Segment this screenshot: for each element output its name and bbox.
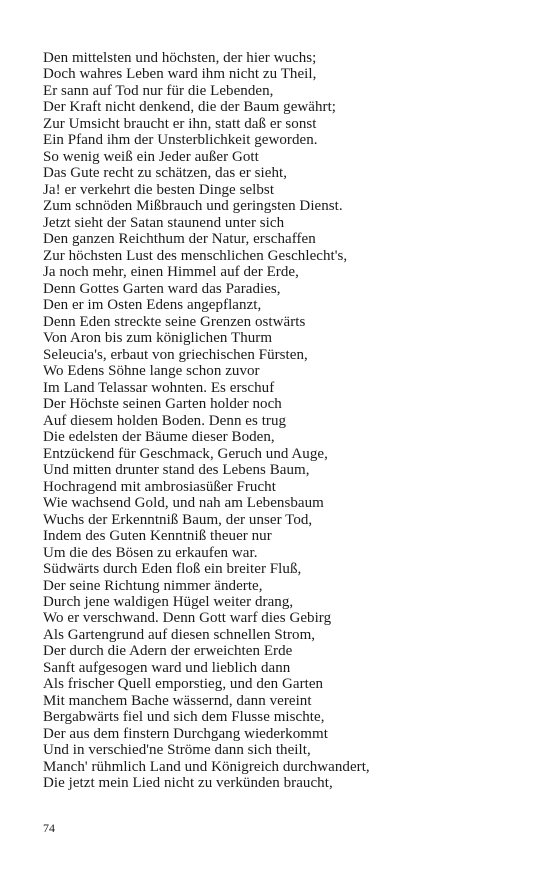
verse-line: Und in verschied'ne Ströme dann sich theilt,	[43, 742, 311, 759]
verse-line: Als Gartengrund auf diesen schnellen Strom,	[43, 626, 316, 643]
verse-line: Auf diesem holden Boden. Denn es trug	[43, 412, 287, 429]
verse-line: Und mitten drunter stand des Lebens Baum,	[43, 462, 310, 479]
verse-line: Von Aron bis zum königlichen Thurm	[43, 330, 273, 347]
verse-line: Zur Umsicht braucht er ihn, statt daß er sonst	[43, 115, 317, 132]
verse-line: Jetzt sieht der Satan staunend unter sich	[43, 214, 285, 231]
verse-line: Durch jene waldigen Hügel weiter drang,	[43, 593, 294, 610]
verse-line: So wenig weiß ein Jeder außer Gott	[43, 148, 259, 165]
verse-line: Manch' rühmlich Land und Königreich durchwandert,	[43, 758, 370, 775]
poem-text	[43, 50, 523, 792]
verse-line: Die edelsten der Bäume dieser Boden,	[43, 429, 275, 446]
verse-line: Entzückend für Geschmack, Geruch und Auge,	[43, 445, 328, 462]
verse-line: Denn Eden streckte seine Grenzen ostwärts	[43, 313, 306, 330]
verse-line: Seleucia's, erbaut von griechischen Fürsten,	[43, 346, 308, 363]
verse-line: Ein Pfand ihm der Unsterblichkeit geworden.	[43, 132, 318, 149]
verse-line: Wuchs der Erkenntniß Baum, der unser Tod,	[43, 511, 313, 528]
verse-line: Ja! er verkehrt die besten Dinge selbst	[43, 181, 275, 198]
verse-line: Im Land Telassar wohnten. Es erschuf	[43, 379, 275, 396]
verse-line: Bergabwärts fiel und sich dem Flusse mischte,	[43, 709, 325, 726]
verse-line: Ja noch mehr, einen Himmel auf der Erde,	[43, 264, 299, 281]
verse-line: Der aus dem finstern Durchgang wiederkommt	[43, 725, 328, 742]
verse-line: Der seine Richtung nimmer änderte,	[43, 577, 263, 594]
verse-line: Die jetzt mein Lied nicht zu verkünden braucht,	[43, 775, 333, 792]
verse-line: Der durch die Adern der erweichten Erde	[43, 643, 293, 660]
verse-line: Mit manchem Bache wässernd, dann vereint	[43, 692, 312, 709]
verse-line: Der Kraft nicht denkend, die der Baum gewährt;	[43, 99, 337, 116]
verse-line: Indem des Guten Kenntniß theuer nur	[43, 528, 272, 545]
verse-line: Doch wahres Leben ward ihm nicht zu Theil,	[43, 66, 317, 83]
verse-line: Zur höchsten Lust des menschlichen Geschlecht's,	[43, 247, 348, 264]
verse-line: Er sann auf Tod nur für die Lebenden,	[43, 82, 274, 99]
verse-line: Um die des Bösen zu erkaufen war.	[43, 544, 258, 561]
verse-line: Südwärts durch Eden floß ein breiter Fluß,	[43, 561, 302, 578]
verse-line: Hochragend mit ambrosiasüßer Frucht	[43, 478, 276, 495]
verse-line: Wo Edens Söhne lange schon zuvor	[43, 363, 260, 380]
verse-line: Den er im Osten Edens angepflanzt,	[43, 297, 262, 314]
verse-line: Sanft aufgesogen ward und lieblich dann	[43, 659, 291, 676]
verse-line: Wo er verschwand. Denn Gott warf dies Gebirg	[43, 610, 332, 627]
verse-line: Den mittelsten und höchsten, der hier wuchs;	[43, 50, 317, 66]
verse-line: Den ganzen Reichthum der Natur, erschaffen	[43, 231, 316, 248]
verse-line: Zum schnöden Mißbrauch und geringsten Dienst.	[43, 198, 343, 215]
verse-line: Denn Gottes Garten ward das Paradies,	[43, 280, 281, 297]
verse-line: Das Gute recht zu schätzen, das er sieht,	[43, 165, 288, 182]
verse-line: Der Höchste seinen Garten holder noch	[43, 396, 282, 413]
page-number: 74	[43, 821, 55, 835]
verse-line: Als frischer Quell emporstieg, und den Garten	[43, 676, 324, 693]
verse-line: Wie wachsend Gold, und nah am Lebensbaum	[43, 495, 324, 512]
